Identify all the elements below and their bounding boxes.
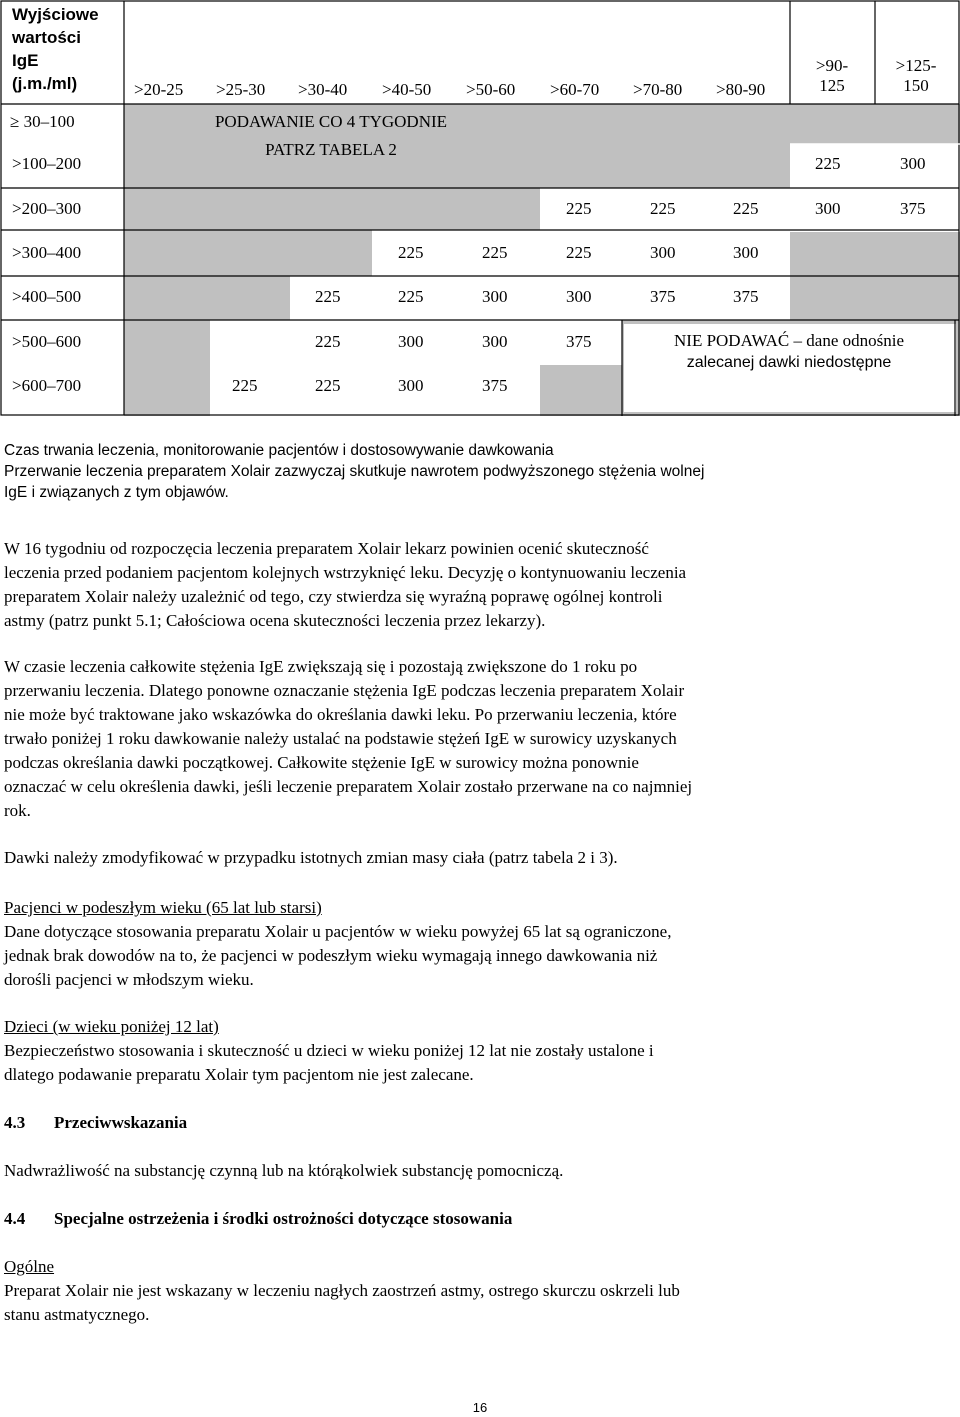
no-dose-note-line: NIE PODAWAĆ – dane odnośnie	[674, 331, 904, 350]
dose-cell: 300	[482, 287, 508, 306]
weight-header: >40-50	[382, 80, 432, 99]
paragraph-line: stanu astmatycznego.	[4, 1305, 150, 1324]
weight-header: >70-80	[633, 80, 683, 99]
page-number: 16	[472, 1400, 488, 1415]
row-label: ≥ 30–100	[10, 112, 75, 131]
ige-header-line: IgE	[12, 51, 39, 70]
weight-header: >60-70	[550, 80, 600, 99]
dose-cell: 300	[398, 332, 424, 351]
row-label: >500–600	[12, 332, 82, 351]
dose-cell: 300	[650, 243, 676, 262]
paragraph-line: preparatem Xolair należy uzależnić od tego, czy stwierdza się wyraźną poprawę ogólnej kontroli	[4, 587, 663, 606]
section-number: 4.4	[4, 1209, 26, 1228]
paragraph-line: leczenia przed podaniem pacjentom kolejnych wstrzyknięć leku. Decyzję o kontynuowaniu leczenia	[4, 563, 687, 582]
no-dose-note-line: zalecanej dawki niedostępne	[686, 354, 892, 371]
paragraph-line: dorośli pacjenci w młodszym wieku.	[4, 970, 254, 989]
paragraph-line: Dane dotyczące stosowania preparatu Xolair u pacjentów w wieku powyżej 65 lat są ograniczone,	[4, 922, 672, 941]
shaded-top-right	[790, 104, 960, 144]
weight-header	[880, 56, 952, 96]
section-title: Czas trwania leczenia, monitorowanie pacjentów i dostosowywanie dawkowania	[4, 442, 554, 459]
dose-cell: 300	[566, 287, 592, 306]
paragraph-weight-change	[4, 846, 954, 870]
row-label: >600–700	[12, 376, 82, 395]
paragraph-line: Dawki należy zmodyfikować w przypadku istotnych zmian masy ciała (patrz tabela 2 i 3).	[4, 848, 618, 867]
paragraph-line: W czasie leczenia całkowite stężenia IgE zwiększają się i pozostają zwiększone do 1 roku po	[4, 657, 638, 676]
paragraph-line: dlatego podawanie preparatu Xolair tym pacjentom nie jest zalecane.	[4, 1065, 474, 1084]
row-label: >300–400	[12, 243, 82, 262]
elderly-section	[4, 896, 954, 992]
dose-cell: 300	[482, 332, 508, 351]
dose-cell: 375	[482, 376, 508, 395]
subsection-title: Dzieci (w wieku poniżej 12 lat)	[4, 1017, 219, 1036]
row-label: >100–200	[12, 154, 82, 173]
row-label: >400–500	[12, 287, 82, 306]
paragraph-line: Przerwanie leczenia preparatem Xolair zazwyczaj skutkuje nawrotem podwyższonego stężenia wolnej	[4, 463, 705, 480]
section-4-4-heading	[4, 1207, 512, 1231]
section-4-3-heading	[4, 1111, 187, 1135]
weight-header-line: >125-	[895, 56, 937, 75]
weight-header: >25-30	[216, 80, 266, 99]
duration-section	[4, 440, 954, 503]
weight-header-line: >90-	[815, 56, 849, 75]
contraindications-text	[4, 1159, 954, 1183]
dose-cell: 225	[315, 376, 341, 395]
dose-cell: 375	[566, 332, 592, 351]
dose-cell: 225	[398, 287, 424, 306]
weight-header: >30-40	[298, 80, 348, 99]
dose-cell: 225	[232, 376, 258, 395]
ige-header-line: wartości	[12, 28, 81, 47]
ige-column-header	[12, 3, 99, 95]
dose-cell: 375	[733, 287, 759, 306]
dose-cell: 225	[733, 199, 759, 218]
children-section	[4, 1015, 954, 1087]
paragraph-line: podczas określania dawki początkowej. Całkowite stężenie IgE w surowicy można ponownie	[4, 753, 639, 772]
paragraph-line: IgE i związanych z tym objawów.	[4, 484, 229, 501]
see-table-2-note: PATRZ TABELA 2	[265, 140, 397, 159]
paragraph-ige-levels	[4, 655, 954, 823]
paragraph-line: jednak brak dowodów na to, że pacjenci w podeszłym wieku wymagają innego dawkowania niż	[4, 946, 658, 965]
section-title: Specjalne ostrzeżenia i środki ostrożności dotyczące stosowania	[54, 1209, 513, 1228]
dose-cell: 300	[398, 376, 424, 395]
dose-cell: 225	[650, 199, 676, 218]
every-4-weeks-note: PODAWANIE CO 4 TYGODNIE	[214, 112, 448, 131]
dose-cell: 225	[566, 199, 592, 218]
paragraph-line: przerwaniu leczenia. Dlatego ponowne oznaczanie stężenia IgE podczas leczenia preparatem Xolair	[4, 681, 685, 700]
row-label: >200–300	[12, 199, 82, 218]
paragraph-line: nie może być traktowane jako wskazówka do określania dawki leku. Po przerwaniu leczenia, które	[4, 705, 677, 724]
dose-cell: 300	[733, 243, 759, 262]
dose-cell: 300	[900, 154, 926, 173]
paragraph-line: rok.	[4, 801, 31, 820]
general-warnings-section	[4, 1255, 954, 1327]
no-dose-note	[624, 330, 954, 374]
paragraph-evaluation	[4, 537, 954, 633]
paragraph-line: Nadwrażliwość na substancję czynną lub na którąkolwiek substancję pomocniczą.	[4, 1161, 564, 1180]
dose-cell: 225	[566, 243, 592, 262]
subsection-title: Pacjenci w podeszłym wieku (65 lat lub starsi)	[4, 898, 322, 917]
weight-header: >80-90	[716, 80, 766, 99]
dose-cell: 225	[482, 243, 508, 262]
section-title: Przeciwwskazania	[54, 1113, 188, 1132]
subsection-title: Ogólne	[4, 1257, 55, 1276]
weight-header	[796, 56, 868, 96]
paragraph-line: Bezpieczeństwo stosowania i skuteczność u dzieci w wieku poniżej 12 lat nie zostały ustalone i	[4, 1041, 654, 1060]
paragraph-line: astmy (patrz punkt 5.1; Całościowa ocena skuteczności leczenia przez lekarzy).	[4, 611, 546, 630]
paragraph-line: W 16 tygodniu od rozpoczęcia leczenia preparatem Xolair lekarz powinien ocenić skuteczność	[4, 539, 649, 558]
every-4-weeks-shaded-area-lower	[124, 365, 210, 416]
dose-cell: 225	[815, 154, 841, 173]
paragraph-line: Preparat Xolair nie jest wskazany w leczeniu nagłych zaostrzeń astmy, ostrego skurczu oskrzeli lub	[4, 1281, 680, 1300]
weight-header-line: 150	[903, 76, 929, 95]
dose-cell: 225	[315, 287, 341, 306]
ige-header-line: (j.m./ml)	[12, 74, 78, 93]
paragraph-line: trwało poniżej 1 roku dawkowanie należy ustalać na podstawie stężeń IgE w surowicy uzyskanych	[4, 729, 677, 748]
dose-cell: 375	[650, 287, 676, 306]
dosing-table	[0, 0, 960, 416]
weight-header-line: 125	[819, 76, 845, 95]
ige-header-line: Wyjściowe	[12, 5, 99, 24]
section-number: 4.3	[4, 1113, 26, 1132]
weight-header: >20-25	[134, 80, 184, 99]
dose-cell: 225	[398, 243, 424, 262]
dose-cell: 375	[900, 199, 926, 218]
paragraph-line: oznaczać w celu określenia dawki, jeśli leczenie preparatem Xolair zostało przerwane na co najmniej	[4, 777, 693, 796]
dose-cell: 300	[815, 199, 841, 218]
dose-cell: 225	[315, 332, 341, 351]
weight-header: >50-60	[466, 80, 516, 99]
